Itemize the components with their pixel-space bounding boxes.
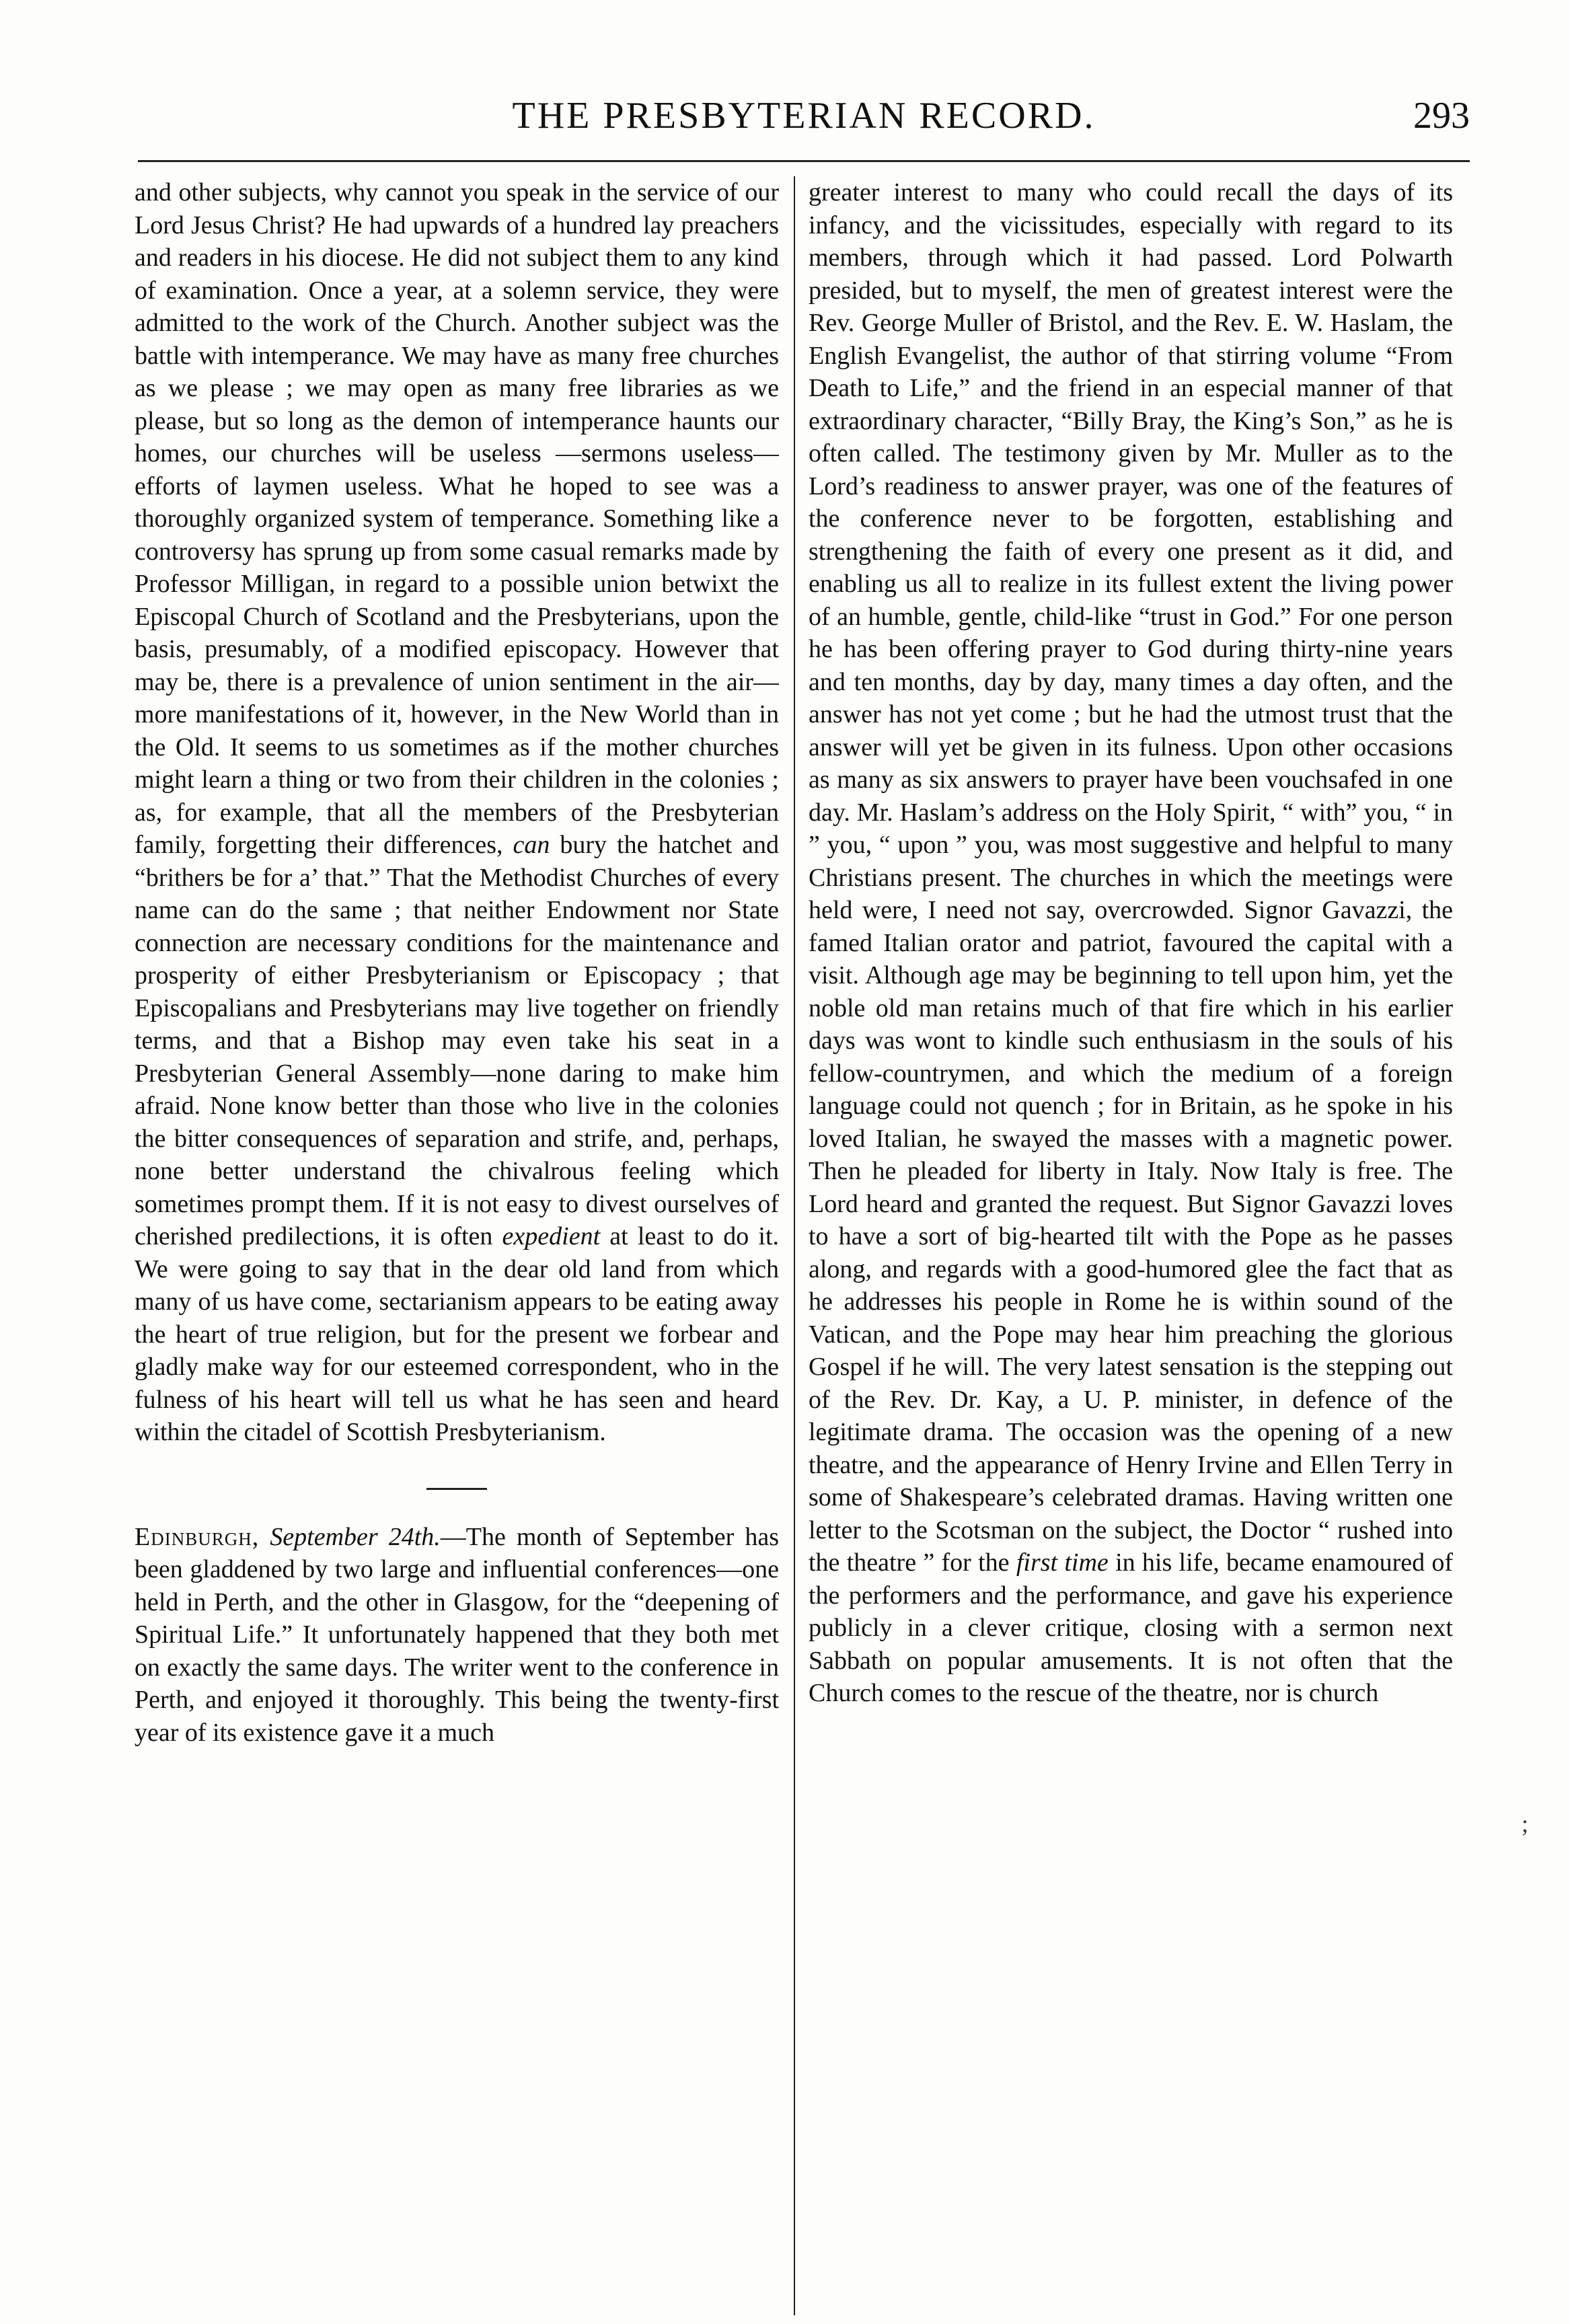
italic-can: can — [513, 831, 550, 859]
left-text-b: bury the hatchet and “brithers be for a’ that.” That the Methodist Churches of every name can do the same ; that neither Endowment nor State connection are necessary conditions for the maintenance and prosperity of either Presbyterianism or Episcopacy ; that Episcopalians and Presbyterians may live together on friendly terms, and that a Bishop may even take his seat in a Presbyterian General Assembly—none daring to make him afraid. None know better than those who live in the colonies the bitter consequences of separation and strife, and, perhaps, none better understand the chivalrous feeling which sometimes prompt them. If it is not easy to divest ourselves of cherished predilections, it is often — [135, 831, 779, 1250]
left-text-c: at least to do it. We were going to say that in the dear old land from which many of us have come, sectarianism appears to be eating away the heart of true religion, but for the present we forbear and gladly make way for our esteemed correspondent, who in the fulness of his heart will tell us what he has seen and heard within the citadel of Scottish Presbyterianism. — [135, 1222, 779, 1446]
running-title: THE PRESBYTERIAN RECORD. — [512, 95, 1096, 137]
italic-expedient: expedient — [502, 1222, 601, 1250]
left-text-a: and other subjects, why cannot you speak in the service of our Lord Jesus Christ? He had upwards of a hundred lay preachers and readers in his diocese. He did not subject them to any kind of examination. Once a year, at a solemn service, they were admitted to the work of the Church. Another subject was the battle with intemperance. We may have as many free churches as we please ; we may open as many free libraries as we please, but so long as the demon of intemperance haunts our homes, our churches will be useless —sermons useless—efforts of laymen useless. What he hoped to see was a thoroughly organized system of temperance. Something like a controversy has sprung up from some casual remarks made by Professor Milligan, in regard to a possible union betwixt the Episcopal Church of Scotland and the Presbyterians, upon the basis, presumably, of a modified episcopacy. However that may be, there is a prevalence of union sentiment in the air— more manifestations of it, however, in the New World than in the Old. It seems to us sometimes as if the mother churches might learn a thing or two from their children in the colonies ; as, for example, that all the members of the Presbyterian family, forgetting their differences, — [135, 178, 779, 859]
right-paragraph-1 — [809, 176, 1453, 1710]
right-text-b: in his life, became enamoured of the performers and the performance, and gave his experience publicly in a clever critique, closing with a sermon next Sabbath on popular amusements. It is not often that the Church comes to the rescue of the theatre, nor is church — [809, 1548, 1453, 1707]
page-header — [138, 94, 1470, 155]
right-column — [809, 176, 1453, 2315]
italic-first-time: first time — [1016, 1548, 1109, 1577]
right-text-a: greater interest to many who could recall the days of its infancy, and the vicissitudes, especially with regard to its members, through which it had passed. Lord Polwarth presided, but to myself, the men of greatest interest were the Rev. George Muller of Bristol, and the Rev. E. W. Haslam, the English Evangelist, the author of that stirring volume “From Death to Life,” and the friend in an especial manner of that extraordinary character, “Billy Bray, the King’s Son,” as he is often called. The testimony given by Mr. Muller as to the Lord’s readiness to answer prayer, was one of the features of the conference never to be forgotten, establishing and strengthening the faith of every one present as it did, and enabling us all to realize in its fullest extent the living power of an humble, gentle, child-like “trust in God.” For one person he has been offering prayer to God during thirty-nine years and ten months, day by day, many times a day often, and the answer has not yet come ; but he had the utmost trust that the answer will yet be given in its fulness. Upon other occasions as many as six answers to prayer have been vouchsafed in one day. Mr. Haslam’s address on the Holy Spirit, “ with” you, “ in ” you, “ upon ” you, was most suggestive and helpful to many Christians present. The churches in which the meetings were held were, I need not say, overcrowded. Signor Gavazzi, the famed Italian orator and patriot, favoured the capital with a visit. Although age may be beginning to tell upon him, yet the noble old man retains much of that fire which in his earlier days was wont to kindle such enthusiasm in the souls of his fellow-countrymen, and which the medium of a foreign language could not quench ; for in Britain, as he spoke in his loved Italian, he swayed the masses with a magnetic power. Then he pleaded for liberty in Italy. Now Italy is free. The Lord heard and granted the request. But Signor Gavazzi loves to have a sort of big-hearted tilt with the Pope as he passes along, and regards with a good-humored glee the fact that as he addresses his people in Rome he is within sound of the Vatican, and the Pope may hear him preaching the glorious Gospel if he will. The very latest sensation is the stepping out of the Rev. Dr. Kay, a U. P. minister, in defence of the legitimate drama. The occasion was the opening of a new theatre, and the appearance of Henry Irvine and Ellen Terry in some of Shakespeare’s celebrated dramas. Having written one letter to the Scotsman on the subject, the Doctor “ rushed into the theatre ” for the — [809, 178, 1453, 1577]
left-text-d: —The month of September has been gladdened by two large and influential conferences—one held in Perth, and the other in Glasgow, for the “deepening of Spiritual Life.” It unfortunately happened that they both met on exactly the same days. The writer went to the conference in Perth, and enjoyed it thoroughly. This being the twenty-first year of its existence gave it a much — [135, 1522, 779, 1747]
section-divider — [426, 1488, 487, 1490]
dateline-date: September 24th. — [270, 1522, 441, 1551]
dateline-place: Edinburgh, — [135, 1522, 260, 1551]
left-column — [135, 176, 779, 2315]
margin-mark: ; — [1522, 1810, 1529, 1837]
left-paragraph-1 — [135, 176, 779, 1449]
header-rule — [138, 160, 1470, 162]
column-divider — [794, 176, 795, 2315]
left-paragraph-2 — [135, 1521, 779, 1750]
page-number: 293 — [1413, 95, 1470, 137]
